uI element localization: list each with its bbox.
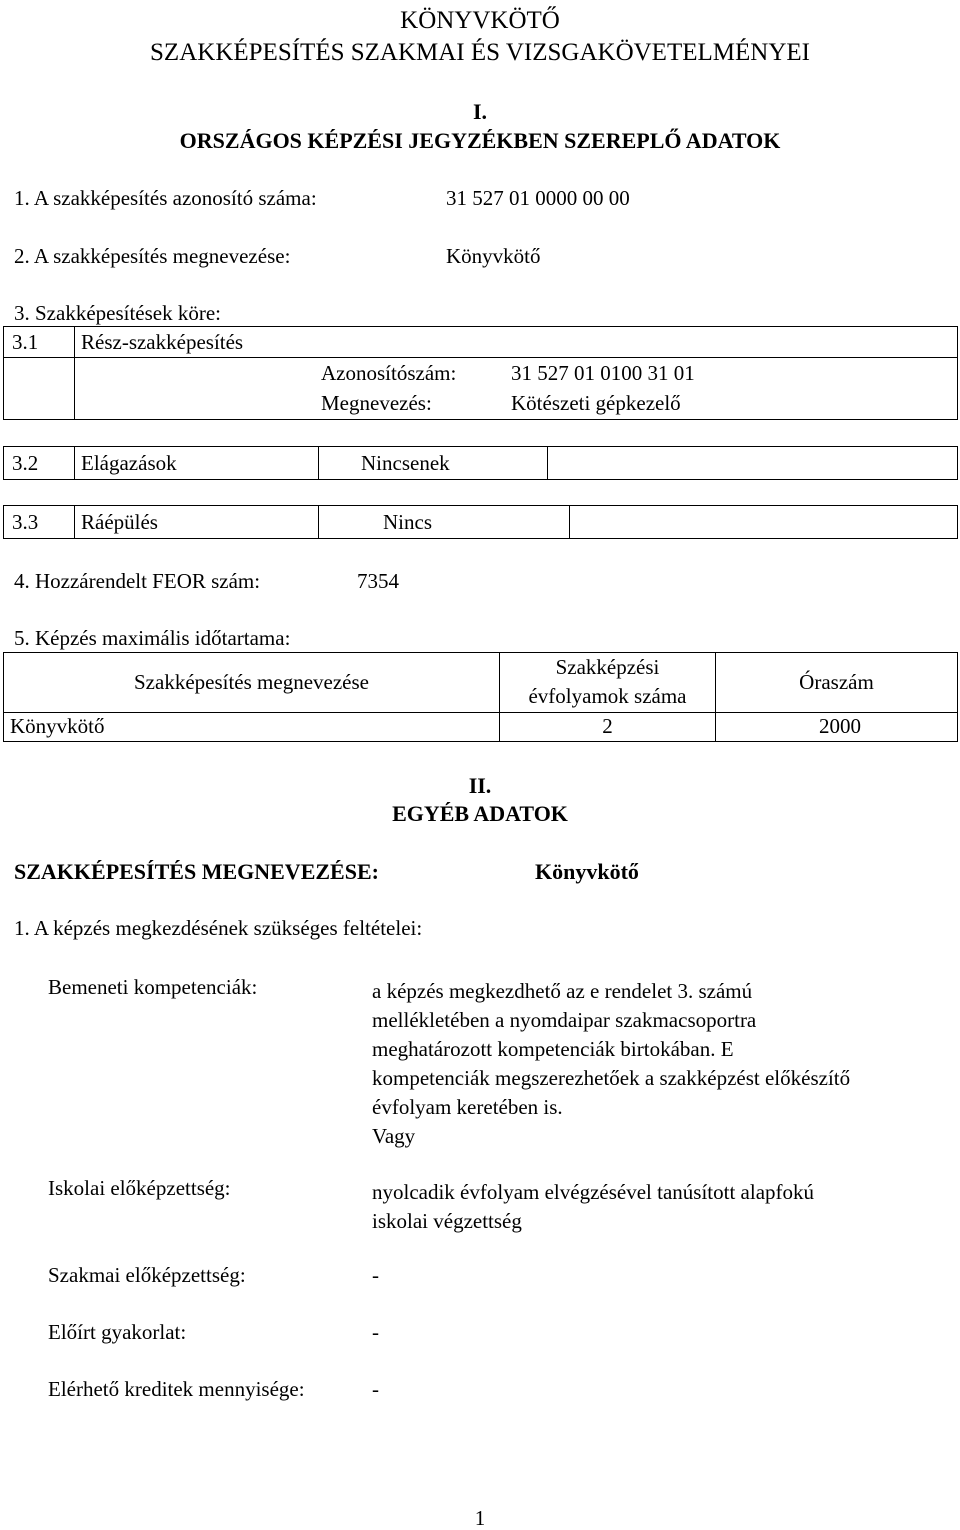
sub31-name-label: Megnevezés: <box>75 389 512 420</box>
duration-cell-grades: 2 <box>500 712 716 741</box>
school-line-1: nyolcadik évfolyam elvégzésével tanúsított alapfokú <box>372 1180 815 1204</box>
item2-label: 2. A szakképesítés megnevezése: <box>14 244 291 268</box>
sub33-label: Ráépülés <box>75 506 319 539</box>
section2-heading: EGYÉB ADATOK <box>392 801 568 826</box>
duration-cell-hours: 2000 <box>716 712 958 741</box>
item2-value: Könyvkötő <box>446 244 541 268</box>
duration-header-hours: Óraszám <box>716 653 958 713</box>
entry-line-4: kompetenciák megszerezhetőek a szakképzést előkészítő <box>372 1066 851 1090</box>
credits-label: Elérhető kreditek mennyisége: <box>48 1377 305 1401</box>
item5-label: 5. Képzés maximális időtartama: <box>14 626 291 650</box>
qualification-name-label: SZAKKÉPESÍTÉS MEGNEVEZÉSE: <box>14 859 379 884</box>
credits-value: - <box>372 1377 379 1401</box>
entry-line-2: mellékletében a nyomdaipar szakmacsoportra <box>372 1008 757 1032</box>
required-practice-label: Előírt gyakorlat: <box>48 1320 187 1344</box>
section1-heading: ORSZÁGOS KÉPZÉSI JEGYZÉKBEN SZEREPLŐ ADATOK <box>179 128 781 153</box>
sub31-id-label: Azonosítószám: <box>75 358 512 389</box>
document-title-line1: KÖNYVKÖTŐ <box>400 7 560 34</box>
entry-line-1: a képzés megkezdhető az e rendelet 3. számú <box>372 979 753 1003</box>
section2-numeral: II. <box>468 773 492 798</box>
sub33-num: 3.3 <box>4 506 75 539</box>
sub32-num: 3.2 <box>4 447 75 480</box>
entry-competencies-text <box>372 977 850 1151</box>
school-prerequisite-label: Iskolai előképzettség: <box>48 1176 231 1200</box>
qualification-name-value: Könyvkötő <box>535 859 639 884</box>
sub33-blank <box>570 506 958 539</box>
duration-cell-name: Könyvkötő <box>4 712 500 741</box>
duration-header-name: Szakképesítés megnevezése <box>4 653 500 713</box>
sub31-num: 3.1 <box>4 327 75 358</box>
sub32-blank <box>548 447 958 480</box>
required-practice-value: - <box>372 1320 379 1344</box>
sub31-name-value: Kötészeti gépkezelő <box>511 389 958 420</box>
item4-value: 7354 <box>357 569 399 593</box>
sub31-id-value: 31 527 01 0100 31 01 <box>511 358 958 389</box>
item3-label: 3. Szakképesítések köre: <box>14 301 222 325</box>
document-title-line2: SZAKKÉPESÍTÉS SZAKMAI ÉS VIZSGAKÖVETELMÉNYEI <box>150 39 810 66</box>
section1-numeral: I. <box>472 99 488 124</box>
professional-prerequisite-label: Szakmai előképzettség: <box>48 1263 246 1287</box>
entry-line-6: Vagy <box>372 1124 416 1148</box>
sub32-label: Elágazások <box>75 447 319 480</box>
school-prerequisite-text <box>372 1178 814 1236</box>
duration-table <box>3 652 958 742</box>
sub32-value: Nincsenek <box>319 447 548 480</box>
professional-prerequisite-value: - <box>372 1263 379 1287</box>
sub31-blank <box>4 358 75 420</box>
item1-label: 1. A szakképesítés azonosító száma: <box>14 186 317 210</box>
build-on-table <box>3 505 958 539</box>
entry-competencies-label: Bemeneti kompetenciák: <box>48 975 258 999</box>
branches-table <box>3 446 958 480</box>
page-number: 1 <box>474 1506 486 1530</box>
item1-value: 31 527 01 0000 00 00 <box>446 186 630 210</box>
duration-header-grades <box>500 653 716 713</box>
entry-line-5: évfolyam keretében is. <box>372 1095 563 1119</box>
section2-item1-label: 1. A képzés megkezdésének szükséges feltételei: <box>14 916 423 940</box>
school-line-2: iskolai végzettség <box>372 1209 522 1233</box>
sub33-value: Nincs <box>319 506 570 539</box>
partial-qualification-table <box>3 326 958 420</box>
duration-header-grades-line1: Szakképzési <box>555 655 660 679</box>
duration-header-grades-line2: évfolyamok száma <box>528 684 687 709</box>
sub31-label: Rész-szakképesítés <box>75 327 958 358</box>
item4-label: 4. Hozzárendelt FEOR szám: <box>14 569 261 593</box>
entry-line-3: meghatározott kompetenciák birtokában. E <box>372 1037 734 1061</box>
